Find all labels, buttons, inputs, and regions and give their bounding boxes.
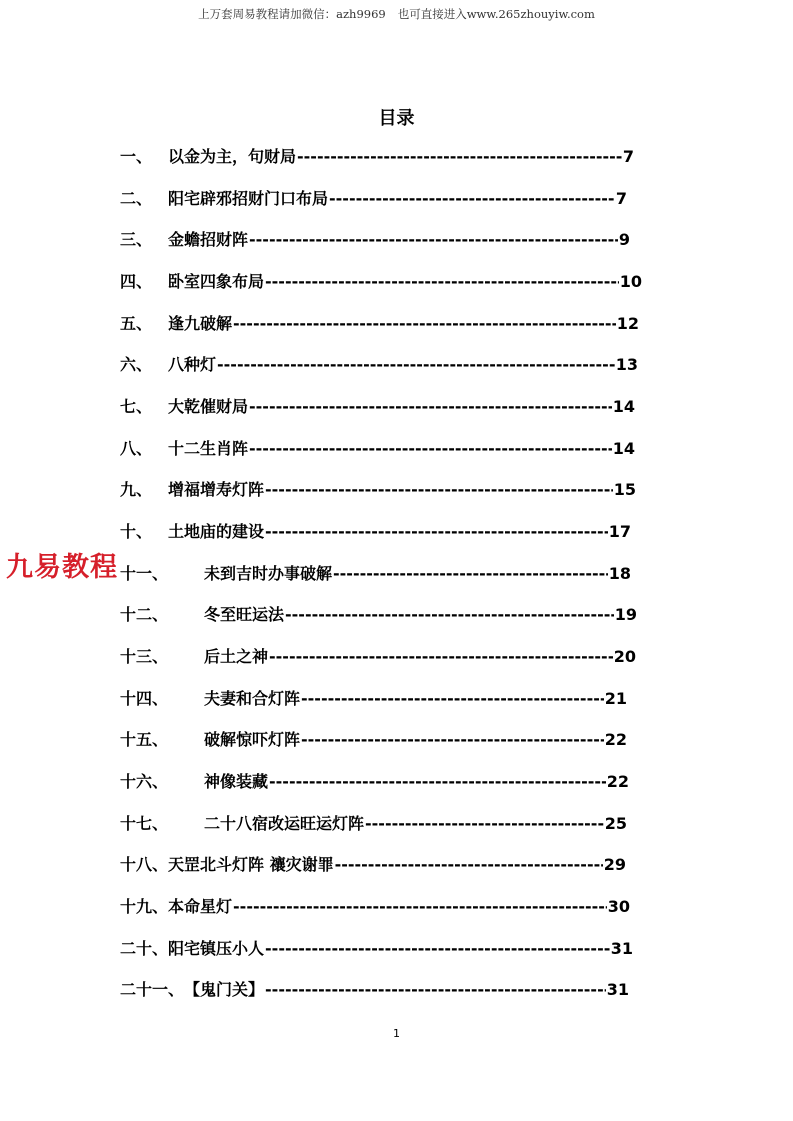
toc-label: 神像装藏: [204, 772, 269, 791]
toc-entry[interactable]: [120, 478, 636, 502]
toc-leader: [265, 478, 613, 502]
toc-leader: [335, 853, 603, 877]
toc-leader: [333, 562, 608, 586]
toc-page: 31: [606, 980, 629, 999]
toc-entry[interactable]: [120, 353, 638, 377]
toc-label: 后土之神: [204, 647, 269, 666]
toc-number: 十三、: [120, 647, 169, 666]
toc-label: 八种灯: [168, 355, 217, 374]
page-number: 1: [393, 1027, 400, 1040]
toc-leader: [249, 395, 612, 419]
toc-number: 二十、: [120, 939, 169, 958]
toc-entry[interactable]: [120, 187, 627, 211]
toc-label: 二十八宿改运旺运灯阵: [204, 814, 365, 833]
toc-number: 六、: [120, 355, 153, 374]
toc-entry[interactable]: [120, 145, 634, 169]
toc-label: 土地庙的建设: [168, 522, 265, 541]
toc-number: 七、: [120, 397, 153, 416]
toc-leader: [285, 603, 614, 627]
toc-leader: [297, 145, 622, 169]
toc-number: 二十一、: [120, 980, 185, 999]
toc-entry[interactable]: [120, 395, 635, 419]
toc-leader: [329, 187, 615, 211]
toc-number: 三、: [120, 230, 153, 249]
page-header: [0, 6, 793, 22]
toc-number: 二、: [120, 189, 153, 208]
toc-leader: [265, 978, 606, 1002]
toc-entry[interactable]: [120, 437, 635, 461]
toc-leader: [365, 812, 604, 836]
toc-number: 十、: [120, 522, 153, 541]
toc-leader: [265, 520, 608, 544]
toc-number: 十六、: [120, 772, 169, 791]
toc-label: 本命星灯: [168, 897, 233, 916]
toc-leader: [301, 728, 604, 752]
toc-number: 十九、: [120, 897, 169, 916]
toc-entry[interactable]: [120, 603, 637, 627]
toc-label: 破解惊吓灯阵: [204, 730, 301, 749]
toc-label: 【鬼门关】: [184, 980, 265, 999]
toc-page: 31: [610, 939, 633, 958]
toc-entry[interactable]: [120, 728, 627, 752]
toc-page: 17: [608, 522, 631, 541]
toc-page: 12: [616, 314, 639, 333]
toc-page: 21: [604, 689, 627, 708]
toc-entry[interactable]: [120, 270, 642, 294]
toc-entry[interactable]: [120, 895, 630, 919]
toc-leader: [233, 312, 616, 336]
toc-leader: [265, 937, 610, 961]
toc-leader: [265, 270, 619, 294]
toc-leader: [249, 228, 618, 252]
toc-page: 15: [613, 480, 636, 499]
toc-entry[interactable]: [120, 853, 626, 877]
toc-label: 冬至旺运法: [204, 605, 285, 624]
toc-number: 十四、: [120, 689, 169, 708]
toc-label: 增福增寿灯阵: [168, 480, 265, 499]
header-url: 也可直接进入www.265zhouyiw.com: [397, 7, 595, 21]
toc-page: 19: [614, 605, 637, 624]
toc-number: 十五、: [120, 730, 169, 749]
toc-number: 九、: [120, 480, 153, 499]
toc-label: 十二生肖阵: [168, 439, 249, 458]
toc-leader: [249, 437, 612, 461]
toc-number: 十二、: [120, 605, 169, 624]
toc-leader: [269, 770, 606, 794]
header-text: 上万套周易教程请加微信：azh9969: [198, 7, 386, 21]
toc-entry[interactable]: [120, 770, 629, 794]
toc-entry[interactable]: [120, 312, 639, 336]
toc-page: 14: [612, 439, 635, 458]
toc-label: 以金为主，句财局: [168, 147, 297, 166]
toc-number: 四、: [120, 272, 153, 291]
toc-page: 22: [604, 730, 627, 749]
toc-label: 天罡北斗灯阵 禳灾谢罪: [168, 855, 334, 874]
toc-leader: [301, 687, 604, 711]
toc-entry[interactable]: [120, 645, 636, 669]
toc-page: 10: [619, 272, 642, 291]
toc-label: 逢九破解: [168, 314, 233, 333]
toc-leader: [269, 645, 613, 669]
toc-entry[interactable]: [120, 978, 629, 1002]
toc-entry[interactable]: [120, 520, 631, 544]
toc-page: 30: [607, 897, 630, 916]
toc-page: 7: [615, 189, 627, 208]
toc-entry[interactable]: [120, 937, 633, 961]
toc-label: 未到吉时办事破解: [204, 564, 333, 583]
toc-entry[interactable]: [120, 562, 631, 586]
toc-label: 大乾催财局: [168, 397, 249, 416]
toc-page: 7: [622, 147, 634, 166]
toc-number: 十七、: [120, 814, 169, 833]
toc-number: 五、: [120, 314, 153, 333]
toc-entry[interactable]: [120, 228, 630, 252]
toc-entry[interactable]: [120, 812, 627, 836]
toc-page: 9: [618, 230, 630, 249]
toc-label: 卧室四象布局: [168, 272, 265, 291]
toc-leader: [233, 895, 607, 919]
toc-page: 14: [612, 397, 635, 416]
toc-entry[interactable]: [120, 687, 627, 711]
toc-page: 22: [606, 772, 629, 791]
toc-page: 29: [603, 855, 626, 874]
toc-label: 金蟾招财阵: [168, 230, 249, 249]
toc-page: 20: [613, 647, 636, 666]
toc-number: 八、: [120, 439, 153, 458]
toc-label: 夫妻和合灯阵: [204, 689, 301, 708]
toc-label: 阳宅辟邪招财门口布局: [168, 189, 329, 208]
toc-number: 十八、: [120, 855, 169, 874]
toc-page: 13: [615, 355, 638, 374]
watermark-logo: 九易教程: [6, 545, 118, 584]
toc-number: 一、: [120, 147, 153, 166]
toc-page: 25: [604, 814, 627, 833]
toc-number: 十一、: [120, 564, 169, 583]
toc-page: 18: [608, 564, 631, 583]
toc-leader: [217, 353, 615, 377]
page-title: 目录: [378, 108, 415, 129]
toc-label: 阳宅镇压小人: [168, 939, 265, 958]
